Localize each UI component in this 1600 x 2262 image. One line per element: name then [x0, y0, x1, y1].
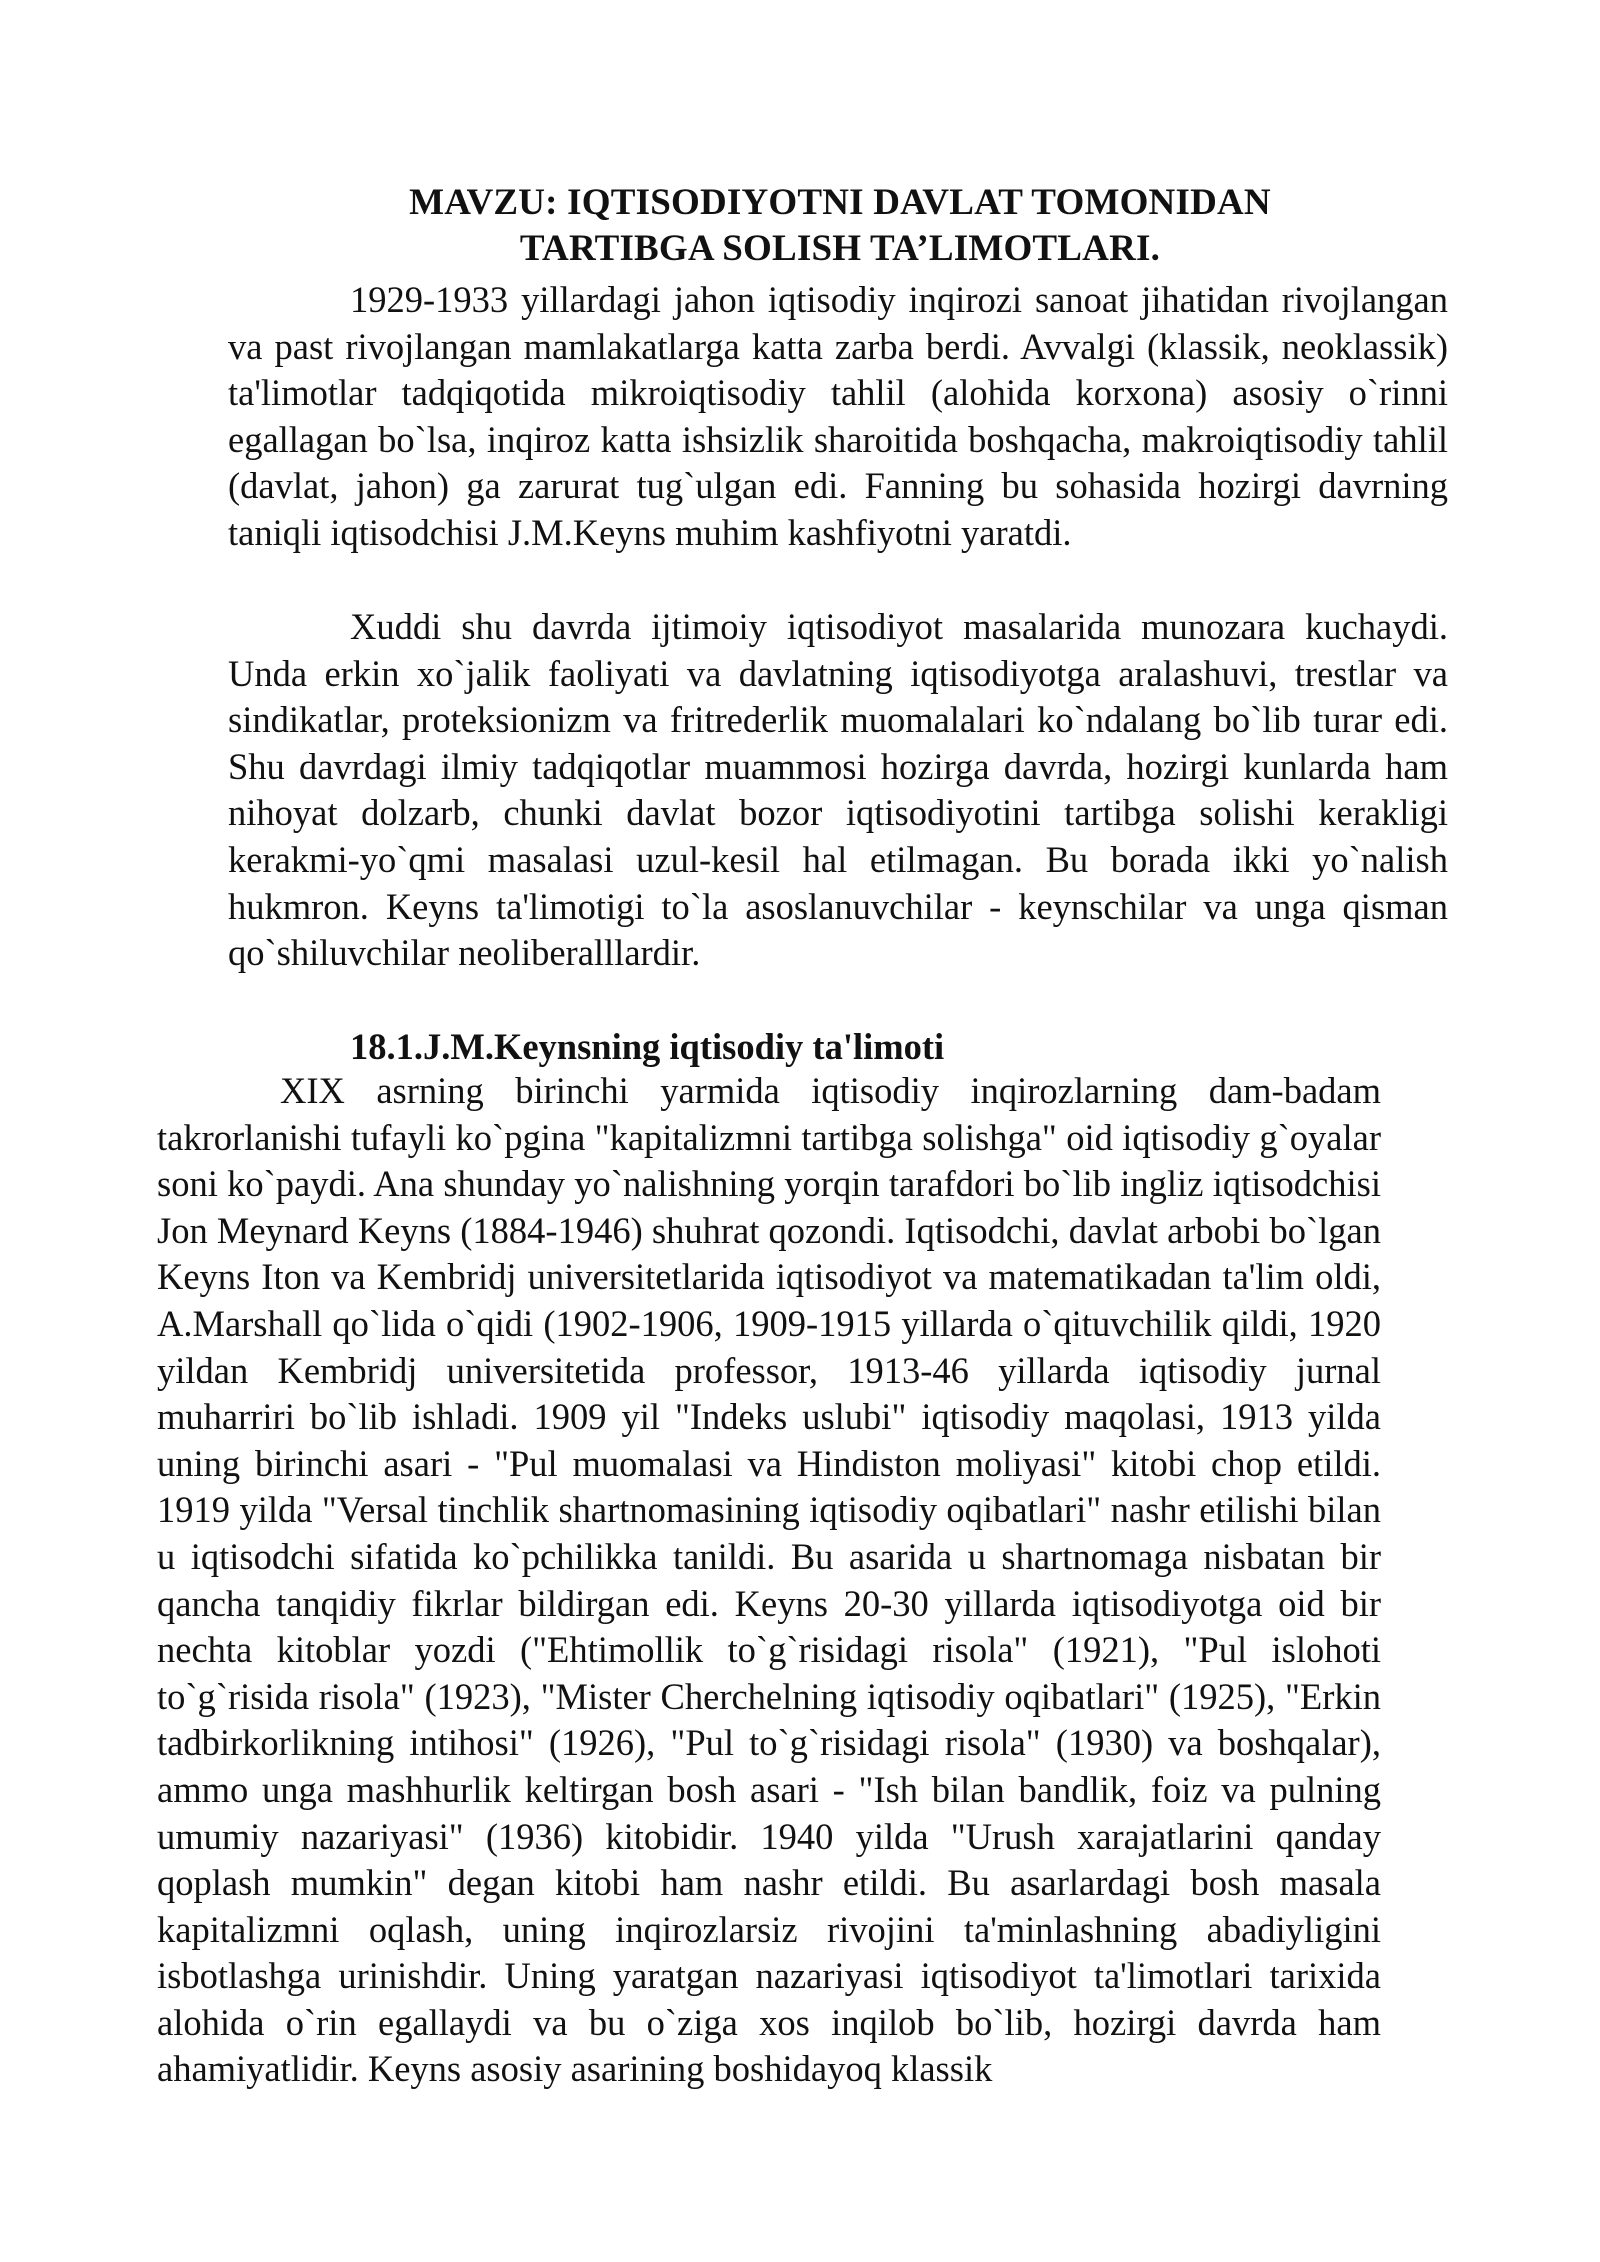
paragraph-2 — [228, 604, 1448, 977]
document-title-line-2: TARTIBGA SOLISH TA’LIMOTLARI. — [519, 228, 1161, 269]
document-title-line-1: MAVZU: IQTISODIYOTNI DAVLAT TOMONIDAN — [409, 182, 1271, 223]
paragraph-1-text: 1929-1933 yillardagi jahon iqtisodiy inqirozi sanoat jihatidan rivojlangan va past rivojlangan mamlakatlarga katta zarba berdi. Avvalgi (klassik, neoklassik) ta'limotlar tadqiqotida mikroiqtisodiy tahlil (alohida korxona) asosiy o`rinni egallagan bo`lsa, inqiroz katta ishsizlik sharoitida boshqacha, makroiqtisodiy tahlil (davlat, jahon) ga zarurat tug`ulgan edi. Fanning bu sohasida hozirgi davrning taniqli iqtisodchisi J.M.Keyns muhim kashfiyotni yaratdi. — [228, 279, 1448, 553]
section-heading: 18.1.J.M.Keynsning iqtisodiy ta'limoti — [350, 1026, 945, 1067]
paragraph-1 — [228, 277, 1448, 557]
paragraph-3 — [157, 1068, 1381, 2093]
paragraph-3-text: XIX asrning birinchi yarmida iqtisodiy inqirozlarning dam-badam takrorlanishi tufayli ko`pgina "kapitalizmni tartibga solishga" oid iqtisodiy g`oyalar soni ko`paydi. Ana shunday yo`nalishning yorqin tarafdori bo`lib ingliz iqtisodchisi Jon Meynard Keyns (1884-1946) shuhrat qozondi. Iqtisodchi, davlat arbobi bo`lgan Keyns Iton va Kembridj universitetlarida iqtisodiyot va matematikadan ta'lim oldi, A.Marshall qo`lida o`qidi (1902-1906, 1909-1915 yillarda o`qituvchilik qildi, 1920 yildan Kembridj universitetida professor, 1913-46 yillarda iqtisodiy jurnal muharriri bo`lib ishladi. 1909 yil "Indeks uslubi" iqtisodiy maqolasi, 1913 yilda uning birinchi asari - "Pul muomalasi va Hindiston moliyasi" kitobi chop etildi. 1919 yilda "Versal tinchlik shartnomasining iqtisodiy oqibatlari" nashr etilishi bilan u iqtisodchi sifatida ko`pchilikka tanildi. Bu asarida u shartnomaga nisbatan bir qancha tanqidiy fikrlar bildirgan edi. Keyns 20-30 yillarda iqtisodiyotga oid bir nechta kitoblar yozdi ("Ehtimollik to`g`risidagi risola" (1921), "Pul islohoti to`g`risida risola" (1923), "Mister Cherchelning iqtisodiy oqibatlari" (1925), "Erkin tadbirkorlikning intihosi" (1926), "Pul to`g`risidagi risola" (1930) va boshqalar), ammo unga mashhurlik keltirgan bosh asari - "Ish bilan bandlik, foiz va pulning umumiy nazariyasi" (1936) kitobidir. 1940 yilda "Urush xarajatlarini qanday qoplash mumkin" degan kitobi ham nashr etildi. Bu asarlardagi bosh masala kapitalizmni oqlash, uning inqirozlarsiz rivojini ta'minlashning abadiyligini isbotlashga urinishdir. Uning yaratgan nazariyasi iqtisodiyot ta'limotlari tarixida alohida o`rin egallaydi va bu o`ziga xos inqilob bo`lib, hozirgi davrda ham ahamiyatlidir. Keyns asosiy asarining boshidayoq klassik — [157, 1070, 1381, 2090]
paragraph-2-text: Xuddi shu davrda ijtimoiy iqtisodiyot masalarida munozara kuchaydi. Unda erkin xo`jalik faoliyati va davlatning iqtisodiyotga aralashuvi, trestlar va sindikatlar, proteksionizm va fritrederlik muomalalari ko`ndalang bo`lib turar edi. Shu davrdagi ilmiy tadqiqotlar muammosi hozirga davrda, hozirgi kunlarda ham nihoyat dolzarb, chunki davlat bozor iqtisodiyotini tartibga solishi kerakligi kerakmi-yo`qmi masalasi uzul-kesil hal etilmagan. Bu borada ikki yo`nalish hukmron. Keyns ta'limotigi to`la asoslanuvchilar - keynschilar va unga qisman qo`shiluvchilar neoliberalllardir. — [228, 606, 1448, 974]
